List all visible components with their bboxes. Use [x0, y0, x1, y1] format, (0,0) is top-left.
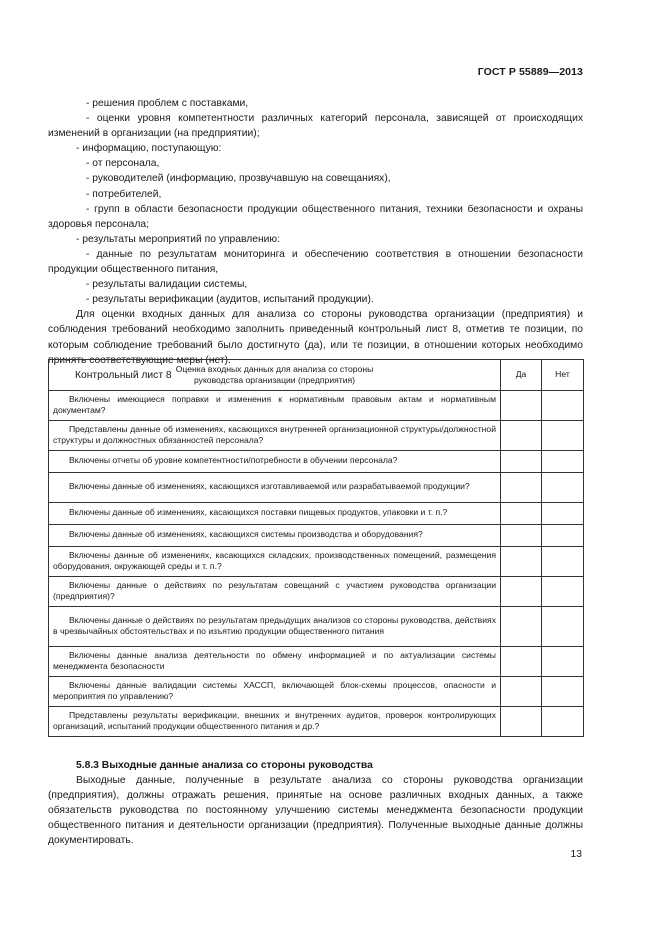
- checklist-row: [49, 472, 584, 502]
- checklist-row: [49, 391, 584, 421]
- intro-line: - от персонала,: [86, 158, 160, 170]
- yes-cell[interactable]: [501, 450, 542, 472]
- yes-cell[interactable]: [501, 502, 542, 524]
- criterion-text: Включены отчеты об уровне компетентности/потребности в обучении персонала?: [69, 455, 398, 466]
- intro-line: - групп в области безопасности продукции общественного питания, техники безопасности и охраны здоровья персонала;: [48, 203, 583, 230]
- no-cell[interactable]: [542, 706, 584, 736]
- no-cell[interactable]: [542, 524, 584, 546]
- checklist-criterion: [49, 676, 501, 706]
- checklist-criterion: [49, 450, 501, 472]
- intro-line: Контрольный лист 8: [75, 369, 172, 381]
- no-cell[interactable]: [542, 391, 584, 421]
- checklist-row: [49, 420, 584, 450]
- checklist-criterion: [49, 546, 501, 576]
- checklist-row: [49, 706, 584, 736]
- criterion-text: Включены данные валидации системы ХАССП, включающей блок-схемы процессов, опасности и мероприятия по управлению?: [53, 679, 496, 702]
- intro-line: Для оценки входных данных для анализа со стороны руководства организации (предприятия) и соблюдения требований необходимо заполнить приведенный контрольный лист 8, отметив те позиции, по которым соблюдение требований было достигнуто (да), или те позиции, в отношении которых необходимо принять соответствующие меры (нет).: [48, 309, 583, 366]
- page-number: 13: [570, 849, 582, 860]
- criterion-text: Включены данные об изменениях, касающихся системы производства и оборудования?: [69, 529, 423, 540]
- checklist-row: [49, 606, 584, 646]
- intro-line: - руководителей (информацию, прозвучавшую на совещаниях),: [86, 173, 391, 185]
- checklist-row: [49, 450, 584, 472]
- intro-line: - результаты верификации (аудитов, испытаний продукции).: [86, 294, 374, 306]
- checklist-row: [49, 676, 584, 706]
- header-yes: Да: [501, 360, 542, 391]
- yes-cell[interactable]: [501, 706, 542, 736]
- yes-cell[interactable]: [501, 676, 542, 706]
- no-cell[interactable]: [542, 502, 584, 524]
- intro-line: - информацию, поступающую:: [76, 143, 222, 155]
- criterion-text: Включены данные об изменениях, касающихся поставки пищевых продуктов, упаковки и т. п.?: [69, 507, 448, 518]
- no-cell[interactable]: [542, 472, 584, 502]
- checklist-criterion: [49, 706, 501, 736]
- criterion-text: Включены данные анализа деятельности по обмену информацией и по актуализации системы менеджмента безопасности: [53, 649, 496, 672]
- checklist-row: [49, 546, 584, 576]
- yes-cell[interactable]: [501, 606, 542, 646]
- criterion-text: Включены данные о действиях по результатам предыдущих анализов со стороны руководства, действиях в чрезвычайных обстоятельствах и по изъятию продукции общественного питания: [53, 614, 496, 637]
- no-cell[interactable]: [542, 420, 584, 450]
- checklist-criterion: [49, 420, 501, 450]
- checklist-row: [49, 576, 584, 606]
- yes-cell[interactable]: [501, 472, 542, 502]
- yes-cell[interactable]: [501, 546, 542, 576]
- criterion-text: Включены данные о действиях по результатам совещаний с участием руководства организации (предприятия)?: [53, 579, 496, 602]
- criterion-text: Представлены данные об изменениях, касающихся внутренней организационной структуры/должностной структуры и должностных обязанностей персонала?: [53, 423, 496, 446]
- no-cell[interactable]: [542, 646, 584, 676]
- yes-cell[interactable]: [501, 524, 542, 546]
- intro-line: - результаты мероприятий по управлению:: [76, 233, 280, 245]
- checklist-row: [49, 524, 584, 546]
- criterion-text: Включены данные об изменениях, касающихся изготавливаемой или разрабатываемой продукции?: [69, 481, 470, 492]
- checklist-criterion: [49, 502, 501, 524]
- yes-cell[interactable]: [501, 420, 542, 450]
- yes-cell[interactable]: [501, 646, 542, 676]
- checklist-header-row: [49, 360, 584, 391]
- checklist-table: [48, 359, 584, 737]
- no-cell[interactable]: [542, 676, 584, 706]
- intro-line: - оценки уровня компетентности различных категорий персонала, зависящей от происходящих изменений в организации (на предприятии);: [48, 113, 583, 140]
- section-body: Выходные данные, полученные в результате анализа со стороны руководства организации (предприятия), должны отражать решения, принятые на основе различных входных данных, а также обязательств руководства по постоянному улучшению системы менеджмента безопасности продукции общественного питания и деятельности организации (предприятия). Полученные выходные данные должны документировать.: [48, 775, 583, 847]
- section-heading: 5.8.3 Выходные данные анализа со стороны руководства: [76, 760, 373, 771]
- checklist-row: [49, 646, 584, 676]
- section-5-8-3: [48, 758, 583, 849]
- header-criteria: [49, 360, 501, 391]
- no-cell[interactable]: [542, 606, 584, 646]
- no-cell[interactable]: [542, 576, 584, 606]
- criterion-text: Представлены результаты верификации, внешних и внутренних аудитов, проверок контролирующих организаций, испытаний продукции общественного питания и др.?: [53, 709, 496, 732]
- header-criteria-text: Оценка входных данных для анализа со стороны руководства организации (предприятия): [175, 363, 374, 385]
- criterion-text: Включены данные об изменениях, касающихся складских, производственных помещений, размещения оборудования, окружающей среды и т. п.?: [53, 549, 496, 572]
- criterion-text: Включены имеющиеся поправки и изменения к нормативным правовым актам и нормативным документам?: [53, 394, 496, 416]
- intro-line: - данные по результатам мониторинга и обеспечению соответствия в отношении безопасности продукции общественного питания,: [48, 248, 583, 276]
- intro-text: [48, 96, 583, 383]
- no-cell[interactable]: [542, 546, 584, 576]
- header-no: Нет: [542, 360, 584, 391]
- checklist-criterion: [49, 606, 501, 646]
- intro-line: - решения проблем с поставками,: [86, 98, 249, 109]
- yes-cell[interactable]: [501, 391, 542, 421]
- checklist-row: [49, 502, 584, 524]
- intro-line: - потребителей,: [86, 188, 162, 200]
- no-cell[interactable]: [542, 450, 584, 472]
- yes-cell[interactable]: [501, 576, 542, 606]
- checklist-criterion: [49, 646, 501, 676]
- checklist-criterion: [49, 524, 501, 546]
- checklist-criterion: [49, 472, 501, 502]
- intro-line: - результаты валидации системы,: [86, 279, 248, 291]
- doc-header: ГОСТ Р 55889—2013: [477, 66, 583, 78]
- checklist-criterion: [49, 576, 501, 606]
- checklist-criterion: [49, 391, 501, 421]
